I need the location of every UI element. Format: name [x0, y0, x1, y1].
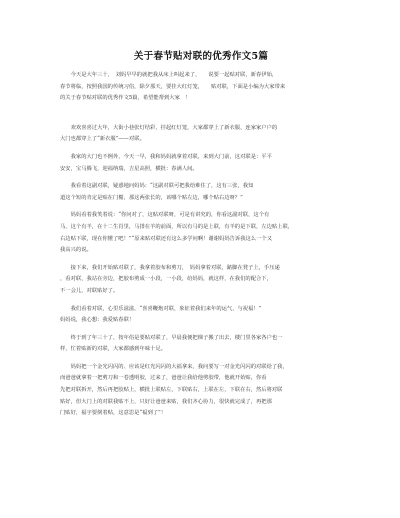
paragraph — [60, 362, 342, 420]
paragraph-line: 大门也都穿上了“新衣服”——对联。 — [60, 136, 145, 143]
paragraph — [60, 70, 342, 105]
paragraph-line: 先把对联拆开，然后再把胶贴上，横批上联贴左，下联贴右，上联在左，下联在右，然后将对联 — [60, 387, 283, 394]
paragraph — [60, 304, 342, 327]
paragraph-line: 我高兴的说。 — [60, 247, 92, 254]
paragraph-line: 妈妈看着我笑着说：“你问对了，这贴对联呀，可是有讲究的，你看这副对联，这个有 — [60, 212, 270, 219]
paragraph — [60, 333, 342, 356]
paragraph-line: 我看着这副对联，疑惑地问妈妈：“这副对联可把我给难住了，这有三张，我知 — [60, 183, 254, 190]
paragraph-line: 贴好，但大门上的对联我贴不上，只好让爸爸来贴，我们齐心协力，很快就完成了，再把那 — [60, 398, 272, 405]
paragraph-line: 右边贴下联，现在你懂了吧！”“原来贴对联还有这么多学问啊！谢谢妈妈告诉我这么一个又 — [60, 235, 272, 242]
paragraph-line: 样，忙着贴新的对联，大家都感到年味十足。 — [60, 346, 166, 353]
paragraph-line: 春节将临，按照我国的传统习俗，除夕那天，要挂大红灯笼， 贴对联，下面是小编为大家带来 — [60, 83, 286, 90]
paragraph — [60, 152, 342, 175]
paragraph-line: 终于到了年三十了，按年俗是要贴对联了，早晨我便把梯子搬了出去，楼门里各家各户也一 — [60, 334, 283, 341]
paragraph — [60, 181, 342, 204]
paragraph-gap — [60, 105, 342, 123]
paragraph-line: 的关于春节贴对联的优秀作文5篇，希望能帮到大家 ！ — [60, 95, 191, 102]
paragraph-line: 妈妈说，我心想：我爱贴春联！ — [60, 317, 135, 324]
paragraph-line: 欢欢喜喜过大年，大街小巷张灯结彩，挂起红灯笼，大家都穿上了新衣服，连家家户户的 — [60, 124, 278, 131]
paragraph-line: 道这个短的肯定是贴在门楣，那这两张长的，该哪个贴左边，哪个贴右边呀？” — [60, 194, 243, 201]
paragraph-line: 而爸爸就拿着一把剪刀和一卷透明胶，过来了，爸爸让我给他剪胶带，他就开始贴，你看 — [60, 375, 267, 382]
document-title: 关于春节贴对联的优秀作文5篇 — [133, 51, 269, 62]
paragraph-line: 马，这个有羊，在十二生肖里，马排在羊的前面，所以有马的是上联，有羊的是下联，左边贴上联， — [60, 223, 294, 230]
paragraph — [60, 123, 342, 146]
paragraph-line: 今天是大年三十， 刘妈早早的就把我从床上叫起来了， 说要一起贴对联，新春伊始， — [60, 72, 278, 78]
document-body — [60, 70, 342, 420]
paragraph-line: 妈妈把一个金光闪闪的、应该是红光闪闪的大福拿来，我问要写一对金光闪闪的对联给了我， — [60, 363, 288, 370]
paragraph-line: 我家的大门也不例外，今天一早，我和妈妈就拿着对联，来到大门前，这对联是：平平 — [60, 153, 272, 160]
paragraph-line: 安安，宝马腾飞，迎福纳瑞，吉星高照，横批：春满人间。 — [60, 165, 198, 172]
paragraph-line: 不一会儿，对联贴好了。 — [60, 287, 119, 294]
paragraph — [60, 263, 342, 298]
paragraph-line: 门贴好，福字要倒着贴，这意思是“福到了”！ — [60, 410, 167, 417]
paragraph-line: 接下来，我们开始贴对联了，我拿着胶布和剪刀， 妈妈拿着对联，踮脚在凳子上，手压递 — [60, 264, 280, 271]
paragraph — [60, 210, 342, 256]
paragraph-line: ，看对联，我站在旁边，把胶布剪成一小段，一小段，给妈妈，就这样，在我们的配合下， — [60, 276, 272, 283]
paragraph-line: 我们看着对联，心里乐滋滋，“喜喜鞭炮对联，象征着我们来年的运气，与祝福！” — [60, 305, 262, 312]
